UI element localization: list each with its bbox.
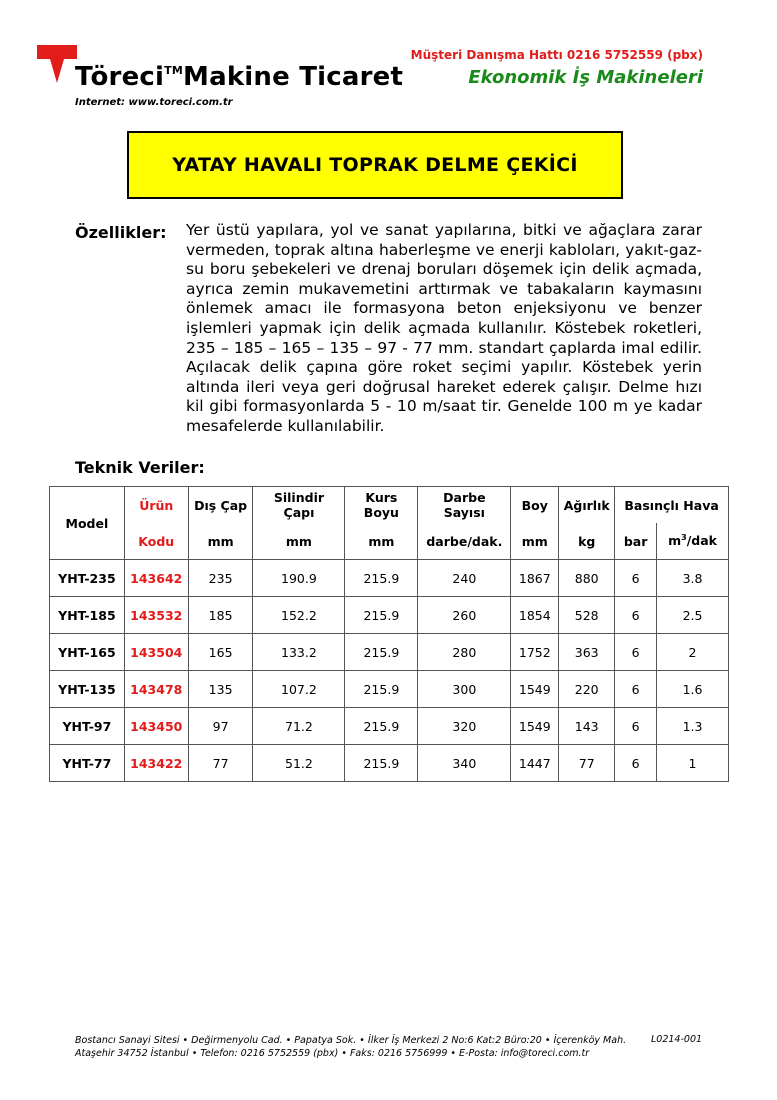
features-text: Yer üstü yapılara, yol ve sanat yapılarına, bitki ve ağaçlara zarar vermeden, toprak altına haberleşme ve enerji kabloları, yakıt-gaz-su boru şebekeleri ve drenaj boruları döşemek için delik açmada, ayrıca zemin mukavemetini arttırmak ve tabakaların kaymasını önlemek amacı ile formasyona beton enjeksiyonu ve benzer işlemleri yapmak için delik açmada kullanılır. Köstebek roketleri, 235 – 185 – 165 – 135 – 97 - 77 mm. standart çaplarda imal edilir. Açılacak delik çapına göre roket seçimi yapılır. Köstebek yerin altında ileri veya geri doğrusal hareket ederek çalışır. Delme hızı kil gibi formasyonlarda 5 - 10 m/saat tir. Genelde 100 m ye kadar mesafelerde kullanılabilir. xyxy=(186,221,702,435)
cell-model: YHT-185 xyxy=(50,597,125,634)
document-code: L0214-001 xyxy=(651,1034,703,1045)
cell-hava: 1.3 xyxy=(657,708,729,745)
cell-sil: 133.2 xyxy=(253,634,345,671)
footer-line-1: Bostancı Sanayi Sitesi • Değirmenyolu Cad. • Papatya Sok. • İlker İş Merkezi 2 No:6 Kat:2 Büro:20 • İçerenköy Mah. xyxy=(75,1035,627,1046)
cell-kurs: 215.9 xyxy=(345,560,418,597)
unit-boy: mm xyxy=(511,523,559,560)
unit-silindir: mm xyxy=(253,523,345,560)
header-basincli: Basınçlı Hava xyxy=(615,487,729,524)
cell-kurs: 215.9 xyxy=(345,708,418,745)
cell-agirlik: 880 xyxy=(559,560,615,597)
cell-code: 143504 xyxy=(124,634,188,671)
unit-hava: $m^3$/dak xyxy=(657,523,729,560)
website-text: Internet: www.toreci.com.tr xyxy=(75,97,233,108)
cell-code: 143642 xyxy=(124,560,188,597)
cell-hava: 1.6 xyxy=(657,671,729,708)
page-title: YATAY HAVALI TOPRAK DELME ÇEKİCİ xyxy=(172,154,578,176)
cell-sil: 190.9 xyxy=(253,560,345,597)
cell-bar: 6 xyxy=(615,671,657,708)
cell-boy: 1867 xyxy=(511,560,559,597)
table-row xyxy=(50,745,729,782)
unit-agirlik: kg xyxy=(559,523,615,560)
cell-boy: 1854 xyxy=(511,597,559,634)
cell-kurs: 215.9 xyxy=(345,745,418,782)
cell-hava: 2 xyxy=(657,634,729,671)
cell-dis: 77 xyxy=(188,745,253,782)
cell-kurs: 215.9 xyxy=(345,597,418,634)
features-label: Özellikler: xyxy=(75,223,167,242)
cell-hava: 2.5 xyxy=(657,597,729,634)
cell-agirlik: 143 xyxy=(559,708,615,745)
footer-line-2: Ataşehir 34752 İstanbul • Telefon: 0216 5752559 (pbx) • Faks: 0216 5756999 • E-Posta: info@toreci.com.tr xyxy=(75,1048,590,1059)
cell-darbe: 300 xyxy=(418,671,511,708)
cell-darbe: 280 xyxy=(418,634,511,671)
cell-bar: 6 xyxy=(615,708,657,745)
cell-darbe: 320 xyxy=(418,708,511,745)
title-box xyxy=(127,131,623,199)
cell-sil: 152.2 xyxy=(253,597,345,634)
cell-code: 143478 xyxy=(124,671,188,708)
logo-icon xyxy=(50,59,64,83)
cell-bar: 6 xyxy=(615,560,657,597)
cell-model: YHT-135 xyxy=(50,671,125,708)
header-urun: Ürün xyxy=(124,487,188,524)
cell-darbe: 340 xyxy=(418,745,511,782)
table-row xyxy=(50,708,729,745)
cell-dis: 235 xyxy=(188,560,253,597)
spec-table xyxy=(49,486,729,782)
footer-address xyxy=(75,1034,626,1060)
table-row xyxy=(50,671,729,708)
cell-kurs: 215.9 xyxy=(345,634,418,671)
table-row xyxy=(50,597,729,634)
cell-bar: 6 xyxy=(615,745,657,782)
header-darbe: Darbe Sayısı xyxy=(418,487,511,524)
cell-hava: 3.8 xyxy=(657,560,729,597)
cell-boy: 1752 xyxy=(511,634,559,671)
cell-bar: 6 xyxy=(615,597,657,634)
cell-code: 143532 xyxy=(124,597,188,634)
cell-code: 143422 xyxy=(124,745,188,782)
header-dis-cap: Dış Çap xyxy=(188,487,253,524)
cell-darbe: 260 xyxy=(418,597,511,634)
table-row xyxy=(50,634,729,671)
unit-darbe: darbe/dak. xyxy=(418,523,511,560)
cell-hava: 1 xyxy=(657,745,729,782)
cell-sil: 107.2 xyxy=(253,671,345,708)
cell-bar: 6 xyxy=(615,634,657,671)
cell-boy: 1549 xyxy=(511,708,559,745)
cell-sil: 51.2 xyxy=(253,745,345,782)
logo-bar xyxy=(37,45,77,59)
cell-agirlik: 77 xyxy=(559,745,615,782)
cell-boy: 1447 xyxy=(511,745,559,782)
table-row xyxy=(50,560,729,597)
cell-code: 143450 xyxy=(124,708,188,745)
cell-agirlik: 363 xyxy=(559,634,615,671)
header-agirlik: Ağırlık xyxy=(559,487,615,524)
unit-bar: bar xyxy=(615,523,657,560)
cell-model: YHT-97 xyxy=(50,708,125,745)
cell-model: YHT-77 xyxy=(50,745,125,782)
header-silindir: Silindir Çapı xyxy=(253,487,345,524)
cell-agirlik: 528 xyxy=(559,597,615,634)
slogan-text: Ekonomik İş Makineleri xyxy=(468,67,703,88)
cell-dis: 165 xyxy=(188,634,253,671)
unit-kurs: mm xyxy=(345,523,418,560)
cell-sil: 71.2 xyxy=(253,708,345,745)
header-boy: Boy xyxy=(511,487,559,524)
hotline-text: Müşteri Danışma Hattı 0216 5752559 (pbx) xyxy=(410,48,703,62)
cell-kurs: 215.9 xyxy=(345,671,418,708)
unit-dis-cap: mm xyxy=(188,523,253,560)
cell-boy: 1549 xyxy=(511,671,559,708)
header-model: Model xyxy=(50,487,125,560)
tech-data-label: Teknik Veriler: xyxy=(75,458,205,477)
cell-dis: 185 xyxy=(188,597,253,634)
cell-model: YHT-165 xyxy=(50,634,125,671)
cell-model: YHT-235 xyxy=(50,560,125,597)
cell-dis: 135 xyxy=(188,671,253,708)
header-kurs: Kurs Boyu xyxy=(345,487,418,524)
company-name: Töreci™Makine Ticaret xyxy=(75,62,404,92)
cell-darbe: 240 xyxy=(418,560,511,597)
header-kodu: Kodu xyxy=(124,523,188,560)
cell-agirlik: 220 xyxy=(559,671,615,708)
cell-dis: 97 xyxy=(188,708,253,745)
